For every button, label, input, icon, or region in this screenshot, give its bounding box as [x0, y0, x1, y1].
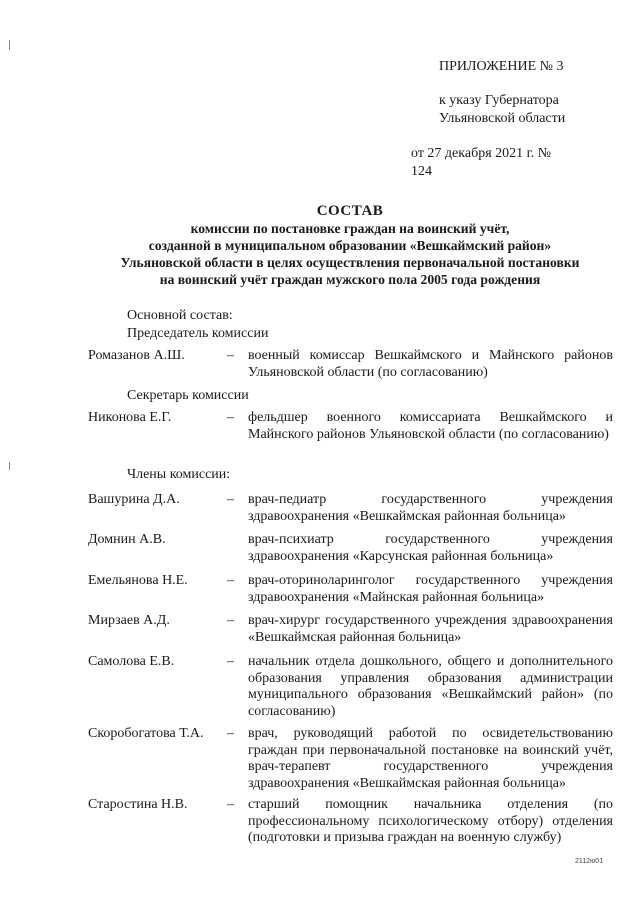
member-dash: – [227, 726, 234, 741]
document-title [60, 202, 640, 288]
member-dash: – [227, 797, 234, 812]
member-description: врач, руководящий работой по освидетельствованию граждан при первоначальной постановке на воинский учёт, врач-терапевт государственного учреждения здравоохранения «Вешкаймская районная больница» [248, 726, 613, 791]
member-description: врач-психиатр государственного учреждения здравоохранения «Карсунская районная больница» [248, 532, 613, 564]
section-main-composition: Основной состав: [127, 308, 233, 323]
title-main: СОСТАВ [316, 203, 384, 219]
member-name: Вашурина Д.А. [88, 492, 180, 507]
member-description: врач-хирург государственного учреждения здравоохранения «Вешкаймская районная больница» [248, 613, 613, 645]
scan-margin-mark [9, 40, 10, 50]
member-description: военный комиссар Вешкаймского и Майнского районов Ульяновской области (по согласованию) [248, 348, 613, 380]
member-name: Ромазанов А.Ш. [88, 348, 185, 363]
member-description: врач-педиатр государственного учреждения здравоохранения «Вешкаймская районная больница» [248, 492, 613, 524]
scan-margin-mark [9, 462, 10, 470]
appendix-number: ПРИЛОЖЕНИЕ № 3 [439, 59, 564, 74]
member-name: Самолова Е.В. [88, 654, 175, 669]
decree-reference [439, 92, 574, 128]
member-name: Старостина Н.В. [88, 797, 188, 812]
member-name: Домнин А.В. [88, 532, 166, 547]
section-secretary: Секретарь комиссии [127, 388, 249, 403]
section-members: Члены комиссии: [127, 467, 231, 482]
decree-date: от 27 декабря 2021 г. № 124 [411, 146, 552, 179]
member-name: Скоробогатова Т.А. [88, 726, 204, 741]
section-chairman: Председатель комиссии [127, 326, 269, 341]
member-description: начальник отдела дошкольного, общего и дополнительного образования управления образования администрации муниципального образования «Вешкаймский район» (по согласованию) [248, 654, 613, 719]
decree-line-2: Ульяновской области [439, 111, 566, 126]
member-dash: – [227, 348, 234, 363]
document-code: 2112ю01 [575, 858, 604, 865]
title-line-1: комиссии по постановке граждан на воинский учёт, [190, 221, 510, 236]
member-dash: – [227, 573, 234, 588]
member-dash: – [227, 613, 234, 628]
member-description: фельдшер военного комиссариата Вешкаймского и Майнского районов Ульяновской области (по согласованию) [248, 410, 613, 442]
decree-line-1: к указу Губернатора [439, 93, 559, 108]
title-line-4: на воинский учёт граждан мужского пола 2005 года рождения [159, 272, 541, 287]
title-line-2: созданной в муниципальном образовании «Вешкаймский район» [148, 238, 552, 253]
member-dash: – [227, 410, 234, 425]
member-name: Мирзаев А.Д. [88, 613, 170, 628]
member-dash: – [227, 654, 234, 669]
member-dash: – [227, 492, 234, 507]
member-description: врач-оториноларинголог государственного учреждения здравоохранения «Майнская районная больница» [248, 573, 613, 605]
title-line-3: Ульяновской области в целях осуществления первоначальной постановки [120, 255, 580, 270]
member-description: старший помощник начальника отделения (по профессиональному психологическому отбору) отделения (подготовки и призыва граждан на военную службу) [248, 797, 613, 845]
member-name: Никонова Е.Г. [88, 410, 172, 425]
member-name: Емельянова Н.Е. [88, 573, 188, 588]
